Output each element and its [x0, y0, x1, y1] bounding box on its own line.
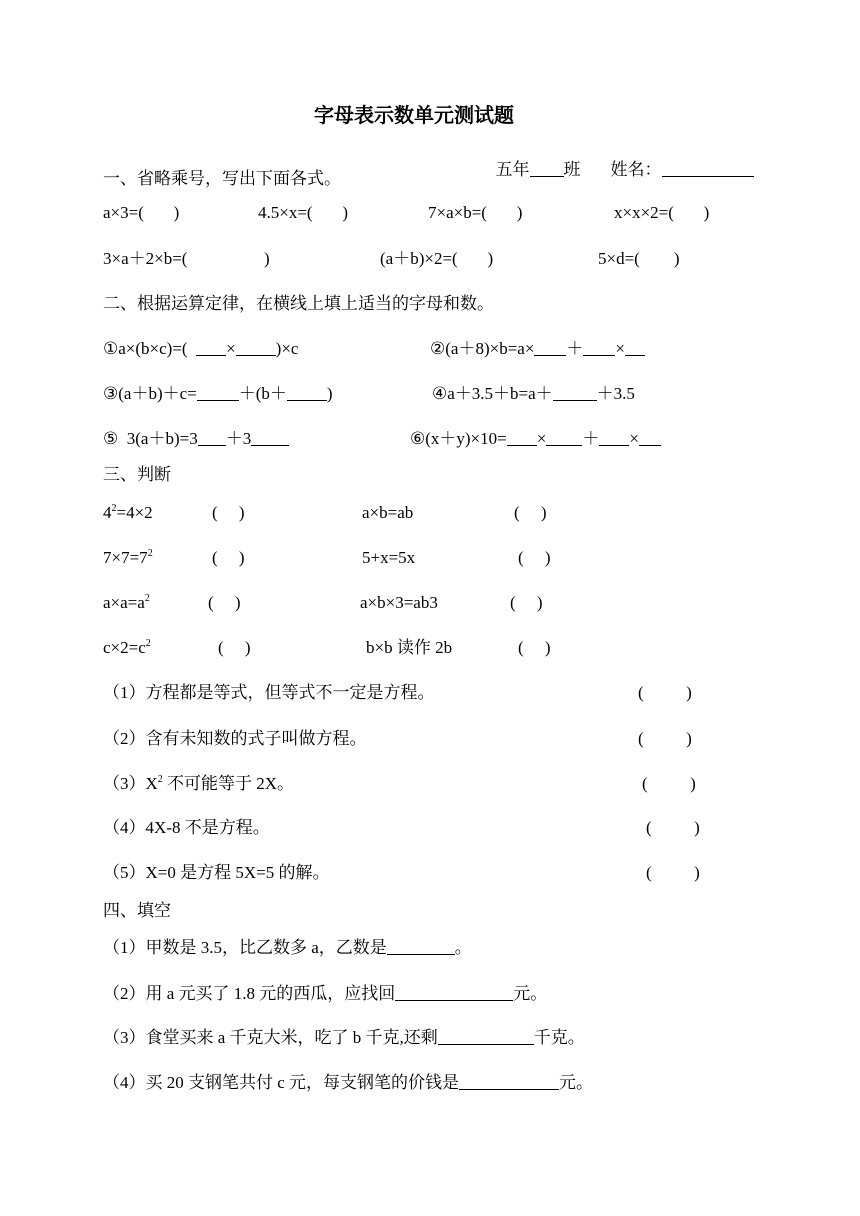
blank[interactable]	[599, 429, 629, 446]
class-label: 班	[563, 160, 581, 179]
judge-item: a×b×3=ab3	[360, 593, 438, 612]
law-item-4: ④a＋3.5＋b=a＋ ＋3.5	[432, 384, 635, 403]
judge-answer-paren[interactable]: ( )	[642, 774, 696, 793]
blank[interactable]	[553, 384, 597, 401]
blank[interactable]	[395, 984, 513, 1001]
fill-item-2: （2）用 a 元买了 1.8 元的西瓜，应找回 元。	[103, 984, 548, 1003]
blank[interactable]	[639, 429, 661, 446]
judge-item: $c\times 2=c^2$	[103, 638, 151, 657]
judge-answer-paren[interactable]: ( )	[518, 638, 551, 657]
statement-item: $(3)X^2$ 不可能等于 2X。	[103, 774, 295, 793]
fill-item-3: （3）食堂买来 a 千克大米，吃了 b 千克,还剩 千克。	[103, 1028, 585, 1047]
statement-item: （5）X=0 是方程 5X=5 的解。	[103, 863, 330, 882]
grade-label: 五年	[495, 160, 530, 179]
judge-answer-paren[interactable]: ( )	[212, 548, 245, 567]
statement-item: （4）4X-8 不是方程。	[103, 818, 270, 837]
blank[interactable]	[251, 429, 289, 446]
s1-item: 7×a×b=( )	[428, 203, 523, 222]
fill-item-1: （1）甲数是 3.5，比乙数多 a，乙数是 。	[103, 938, 472, 957]
blank[interactable]	[534, 339, 566, 356]
blank[interactable]	[546, 429, 582, 446]
judge-item: 5+x=5x	[362, 548, 416, 567]
blank[interactable]	[387, 938, 455, 955]
s1-item: (a＋b)×2=( )	[380, 249, 494, 268]
s1-item: 4.5×x=( )	[258, 203, 348, 222]
blank[interactable]	[438, 1028, 534, 1045]
s1-item: 5×d=( )	[598, 249, 680, 268]
judge-answer-paren[interactable]: ( )	[208, 593, 241, 612]
blank[interactable]	[507, 429, 537, 446]
section2-heading: 二、根据运算定律，在横线上填上适当的字母和数。	[103, 294, 494, 313]
judge-item: b×b 读作 2b	[366, 638, 453, 657]
law-item-6: ⑥(x＋y)×10= × ＋ ×	[410, 428, 661, 450]
judge-answer-paren[interactable]: ( )	[518, 548, 551, 567]
judge-answer-paren[interactable]: ( )	[218, 638, 251, 657]
judge-item: $4^2=4\times 2$	[103, 503, 153, 522]
statement-item: （1）方程都是等式，但等式不一定是方程。	[103, 683, 435, 702]
statement-item: （2）含有未知数的式子叫做方程。	[103, 729, 367, 748]
judge-answer-paren[interactable]: ( )	[514, 503, 547, 522]
student-info	[487, 137, 754, 181]
law-item-1: ①a×(b×c)=( × )×c	[103, 339, 299, 358]
judge-answer-paren[interactable]: ( )	[212, 503, 245, 522]
law-item-5: ⑤ 3(a＋b)=3 ＋3	[103, 428, 289, 450]
class-blank[interactable]	[530, 160, 564, 177]
blank[interactable]	[198, 429, 226, 446]
section3-heading: 三、判断	[103, 465, 171, 484]
s1-item: 3×a＋2×b=( )	[103, 249, 270, 268]
judge-item: $7\times 7=7^2$	[103, 548, 153, 567]
law-item-2: ②(a＋8)×b=a× ＋ ×	[430, 338, 645, 360]
name-label: 姓名：	[610, 160, 662, 179]
blank[interactable]	[197, 384, 239, 401]
blank[interactable]	[583, 339, 615, 356]
section4-heading: 四、填空	[103, 901, 171, 920]
blank[interactable]	[459, 1073, 559, 1090]
fill-item-4: （4）买 20 支钢笔共付 c 元，每支钢笔的价钱是 元。	[103, 1073, 594, 1092]
judge-answer-paren[interactable]: ( )	[646, 818, 700, 837]
name-blank[interactable]	[662, 160, 754, 177]
judge-answer-paren[interactable]: ( )	[638, 729, 692, 748]
page-title: 字母表示数单元测试题	[314, 105, 514, 127]
judge-answer-paren[interactable]: ( )	[638, 683, 692, 702]
law-item-3: ③(a＋b)＋c= ＋(b＋ )	[103, 384, 333, 403]
blank[interactable]	[287, 384, 327, 401]
s1-item: a×3=( )	[103, 203, 180, 222]
blank[interactable]	[196, 339, 226, 356]
judge-answer-paren[interactable]: ( )	[510, 593, 543, 612]
judge-answer-paren[interactable]: ( )	[646, 863, 700, 882]
section1-heading: 一、省略乘号，写出下面各式。	[103, 169, 341, 188]
s1-item: x×x×2=( )	[614, 203, 710, 222]
blank[interactable]	[625, 339, 645, 356]
judge-item: $a\times a=a^2$	[103, 593, 150, 612]
blank[interactable]	[236, 339, 276, 356]
judge-item: a×b=ab	[362, 503, 414, 522]
